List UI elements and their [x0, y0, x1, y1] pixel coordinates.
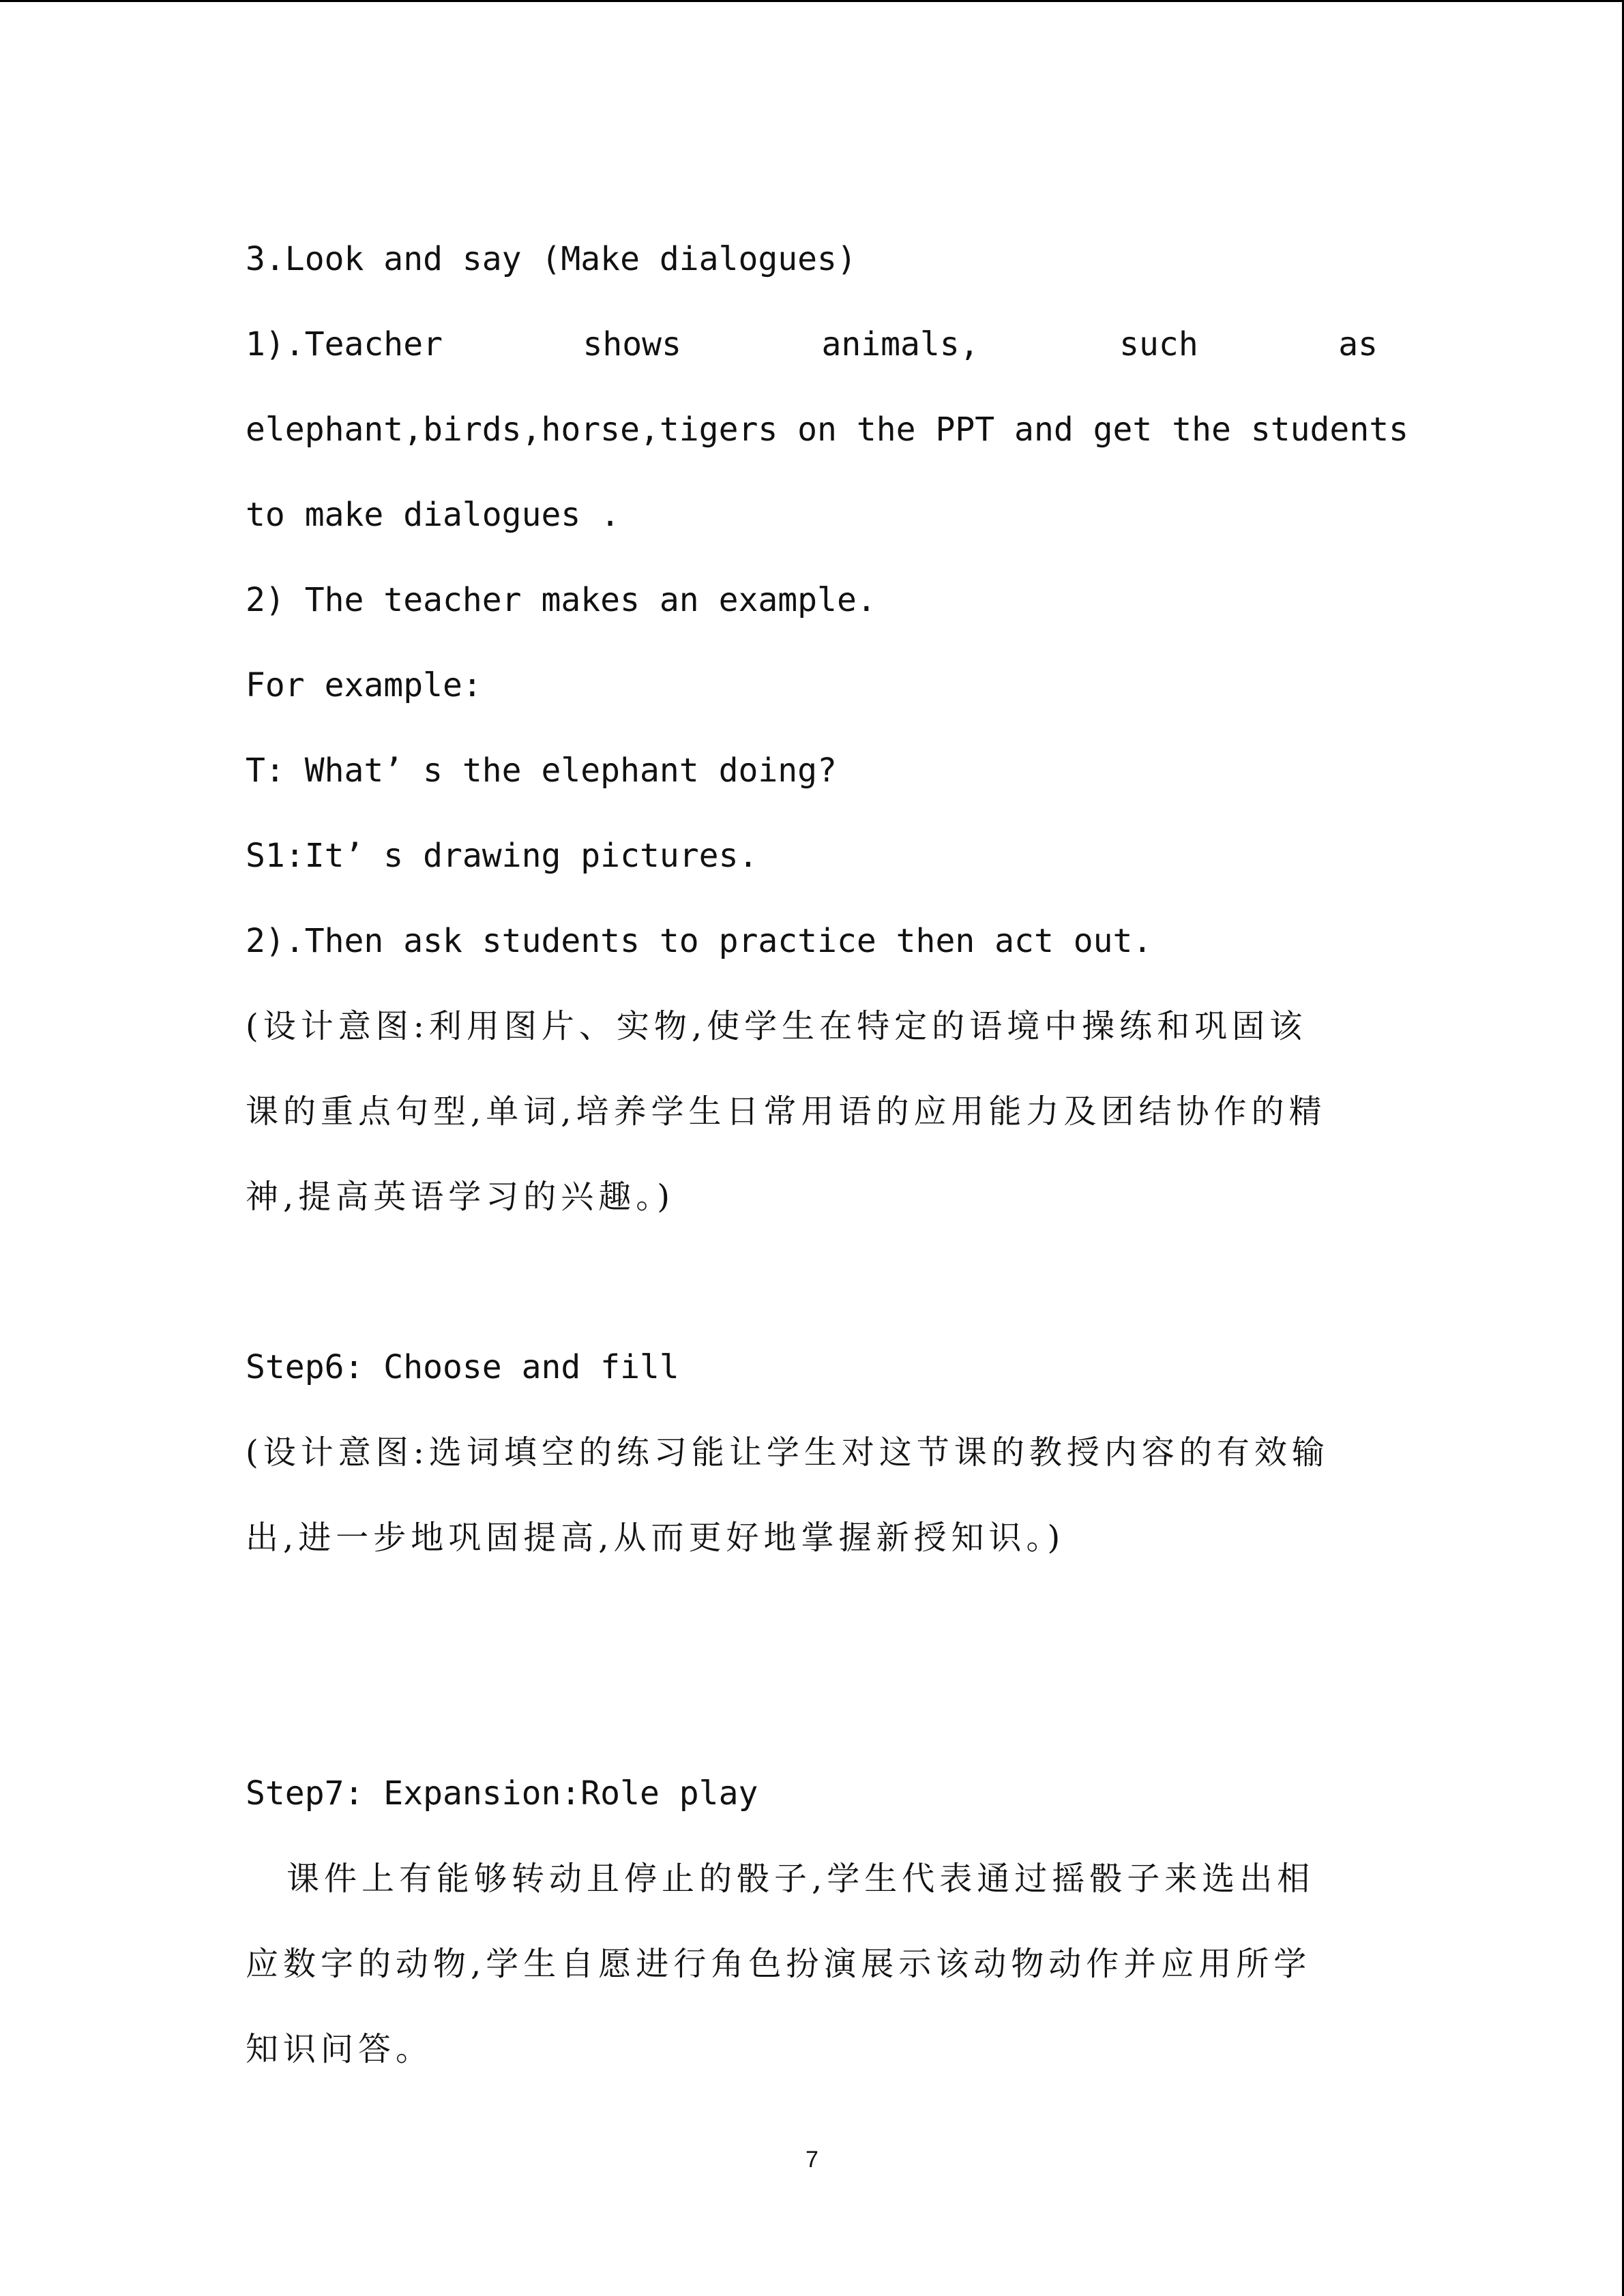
blank-line	[246, 1240, 1378, 1325]
paragraph-line-teacher-shows	[246, 302, 1378, 387]
blank-lines	[246, 1581, 1378, 1751]
page-top-border	[0, 0, 1624, 2]
design-intent-line: (设计意图:选词填空的练习能让学生对这节课的教授内容的有效输	[246, 1433, 1329, 1472]
dialogue-line-teacher: T: What’ s the elephant doing?	[246, 751, 837, 790]
design-intent-line: 出,进一步地巩固提高,从而更好地掌握新授知识。)	[246, 1519, 1065, 1557]
paragraph-line: 2).Then ask students to practice then act out.	[246, 922, 1153, 960]
page-number: 7	[806, 2147, 818, 2173]
design-intent-line: 课的重点句型,单词,培养学生日常用语的应用能力及团结协作的精	[246, 1092, 1327, 1131]
dialogue-line-student: S1:It’ s drawing pictures.	[246, 837, 758, 875]
paragraph-line: 2) The teacher makes an example.	[246, 581, 876, 619]
word: animals,	[821, 325, 979, 363]
design-intent-line: 神,提高英语学习的兴趣。)	[246, 1178, 675, 1216]
paragraph-line: For example:	[246, 666, 482, 704]
paragraph-line: 课件上有能够转动且停止的骰子,学生代表通过摇骰子来选出相	[286, 1860, 1315, 1898]
word: such	[1119, 325, 1198, 363]
paragraph-line: 应数字的动物,学生自愿进行角色扮演展示该动物动作并应用所学	[246, 1945, 1312, 1983]
paragraph-line: to make dialogues .	[246, 496, 621, 534]
section-heading-step6: Step6: Choose and fill	[246, 1348, 679, 1386]
section-heading-step7: Step7: Expansion:Role play	[246, 1774, 758, 1813]
word: shows	[582, 325, 681, 363]
document-body	[246, 217, 1409, 2092]
design-intent-line: (设计意图:利用图片、实物,使学生在特定的语境中操练和巩固该	[246, 1007, 1308, 1045]
section-heading-look-and-say: 3.Look and say (Make dialogues)	[246, 240, 857, 278]
word: as	[1338, 325, 1378, 363]
paragraph-line: elephant,birds,horse,tigers on the PPT and get the students	[246, 411, 1409, 449]
word: 1).Teacher	[246, 325, 443, 363]
paragraph-line: 知识问答。	[246, 2030, 434, 2068]
